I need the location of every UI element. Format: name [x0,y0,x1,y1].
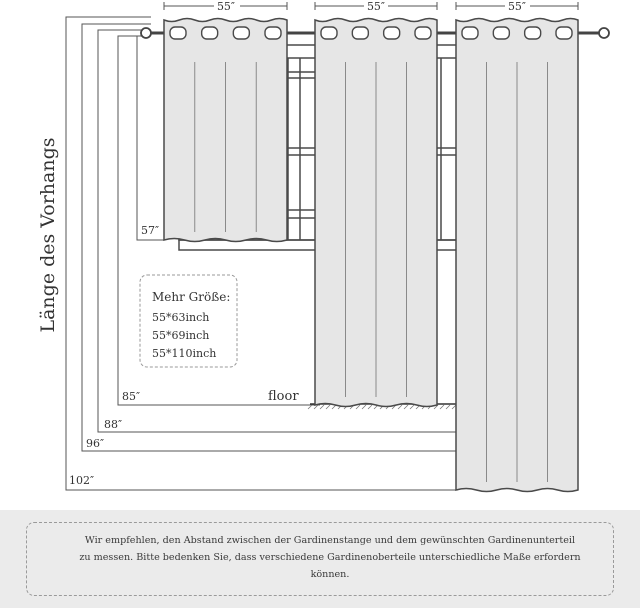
length-label-96: 96″ [86,437,105,450]
floor-hatch [356,405,360,409]
curtain-grommet [233,27,249,39]
more-size-item: 55*110inch [152,347,217,360]
floor-hatch [404,405,408,409]
floor-hatch [362,405,366,409]
width-label-right: 55″ [507,0,527,13]
curtain-grommet [556,27,572,39]
curtain-grommet [265,27,281,39]
curtain-grommet [493,27,509,39]
width-label-middle: 55″ [366,0,386,13]
floor-hatch [326,405,330,409]
footer-note [26,522,614,596]
floor-label: floor [268,389,299,404]
curtain-grommet [321,27,337,39]
curtain-panel-right [456,19,578,492]
footer-note-line: können. [310,569,350,580]
curtain-panel-left [164,19,287,242]
bracket-57 [137,36,164,240]
floor-hatch [410,405,414,409]
floor-hatch [398,405,402,409]
footer-note-panel [0,510,640,608]
curtain-grommet [525,27,541,39]
footer-note-line: Wir empfehlen, den Abstand zwischen der Gardinenstange und dem gewünschten Gardinenunterteil [84,535,576,546]
more-sizes-box [140,275,237,367]
floor-hatch [446,405,450,409]
width-label-left: 55″ [216,0,236,13]
curtain-grommet [170,27,186,39]
floor-hatch [368,405,372,409]
footer-note-line: zu messen. Bitte bedenken Sie, dass verschiedene Gardinenoberteile unterschiedliche Maße erfordern [79,552,581,563]
curtain-grommet [415,27,431,39]
length-label-102: 102″ [69,474,95,487]
length-label-88: 88″ [104,418,123,431]
curtain-grommet [202,27,218,39]
floor-hatch [308,405,312,409]
more-sizes-title: Mehr Größe: [152,290,231,304]
length-label-85: 85″ [122,390,141,403]
more-size-item: 55*63inch [152,311,210,324]
curtain-length-title: Länge des Vorhangs [37,137,59,333]
more-size-item: 55*69inch [152,329,210,342]
floor-hatch [440,405,444,409]
curtain-grommet [384,27,400,39]
curtain-grommet [352,27,368,39]
curtain-panel-middle [315,19,437,407]
length-label-57: 57″ [141,224,160,237]
curtain-grommet [462,27,478,39]
floor-hatch [320,405,324,409]
width-dimensions [164,0,578,13]
